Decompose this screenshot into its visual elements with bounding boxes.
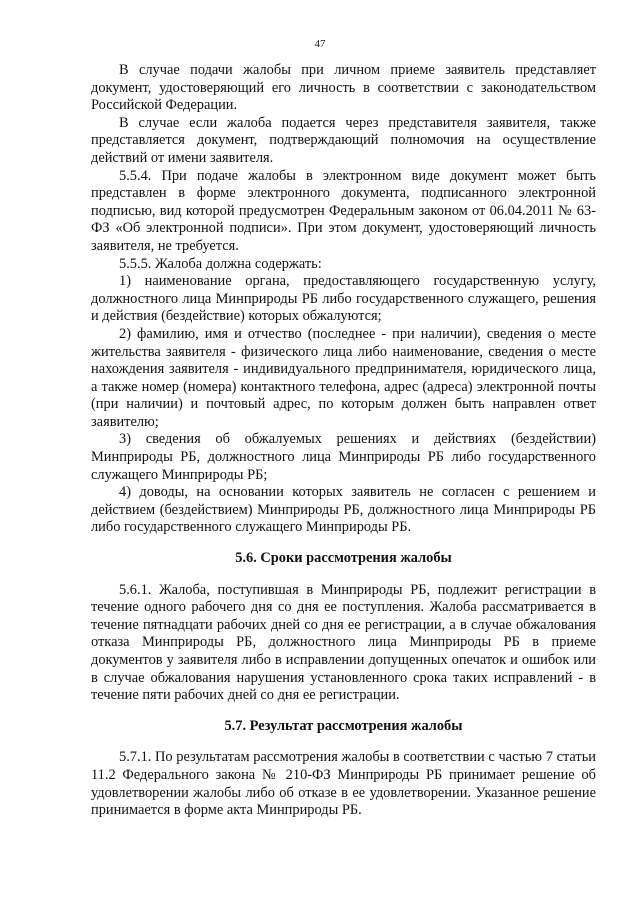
paragraph: В случае если жалоба подается через представителя заявителя, также представляется документ, подтверждающий полномочия на осуществление действий от имени заявителя.	[91, 114, 596, 166]
section-heading-5-7: 5.7. Результат рассмотрения жалобы	[224, 717, 463, 734]
section-heading-5-6: 5.6. Сроки рассмотрения жалобы	[235, 550, 452, 567]
paragraph: В случае подачи жалобы при личном приеме заявитель представляет документ, удостоверяющий его личность в соответствии с законодательством Российской Федерации.	[91, 62, 596, 114]
list-item-paragraph: 1) наименование органа, предоставляющего государственную услугу, должностного лица Минприроды РБ либо государственного служащего, решения и действия (бездействие) которых обжалуются;	[91, 273, 596, 325]
list-item-paragraph: 2) фамилию, имя и отчество (последнее - при наличии), сведения о месте жительства заявителя - физического лица либо наименование, сведения о месте нахождения заявителя - индивидуального предпринимателя, юридического лица, а также номер (номера) контактного телефона, адрес (адреса) электронной почты (при наличии) и почтовый адрес, по которым должен быть направлен ответ заявителю;	[91, 325, 596, 430]
paragraph: 5.6.1. Жалоба, поступившая в Минприроды РБ, подлежит регистрации в течение одного рабочего дня со дня ее поступления. Жалоба рассматривается в течение пятнадцати рабочих дней со дня ее регистрации, а в случае обжалования отказа Минприроды РБ, должностного лица Минприроды РБ в приеме документов у заявителя либо в исправлении допущенных опечаток и ошибок или в случае обжалования нарушения установленного срока таких исправлений - в течение пяти рабочих дней со дня ее регистрации.	[91, 581, 596, 704]
list-item-paragraph: 3) сведения об обжалуемых решениях и действиях (бездействии) Минприроды РБ, должностного лица Минприроды РБ либо государственного служащего Минприроды РБ;	[91, 431, 596, 483]
page-content	[91, 62, 596, 820]
page-number: 47	[314, 38, 326, 50]
paragraph: 5.5.5. Жалоба должна содержать:	[119, 255, 322, 272]
paragraph: 5.7.1. По результатам рассмотрения жалобы в соответствии с частью 7 статьи 11.2 Федерального закона № 210-ФЗ Минприроды РБ принимает решение об удовлетворении жалобы либо об отказе в ее удовлетворении. Указанное решение принимается в форме акта Минприроды РБ.	[91, 749, 596, 819]
list-item-paragraph: 4) доводы, на основании которых заявитель не согласен с решением и действием (бездействием) Минприроды РБ, должностного лица Минприроды РБ либо государственного служащего Минприроды РБ.	[91, 484, 596, 536]
paragraph: 5.5.4. При подаче жалобы в электронном виде документ может быть представлен в форме электронного документа, подписанного электронной подписью, вид которой предусмотрен Федеральным законом от 06.04.2011 № 63-ФЗ «Об электронной подписи». При этом документ, удостоверяющий личность заявителя, не требуется.	[91, 167, 596, 254]
